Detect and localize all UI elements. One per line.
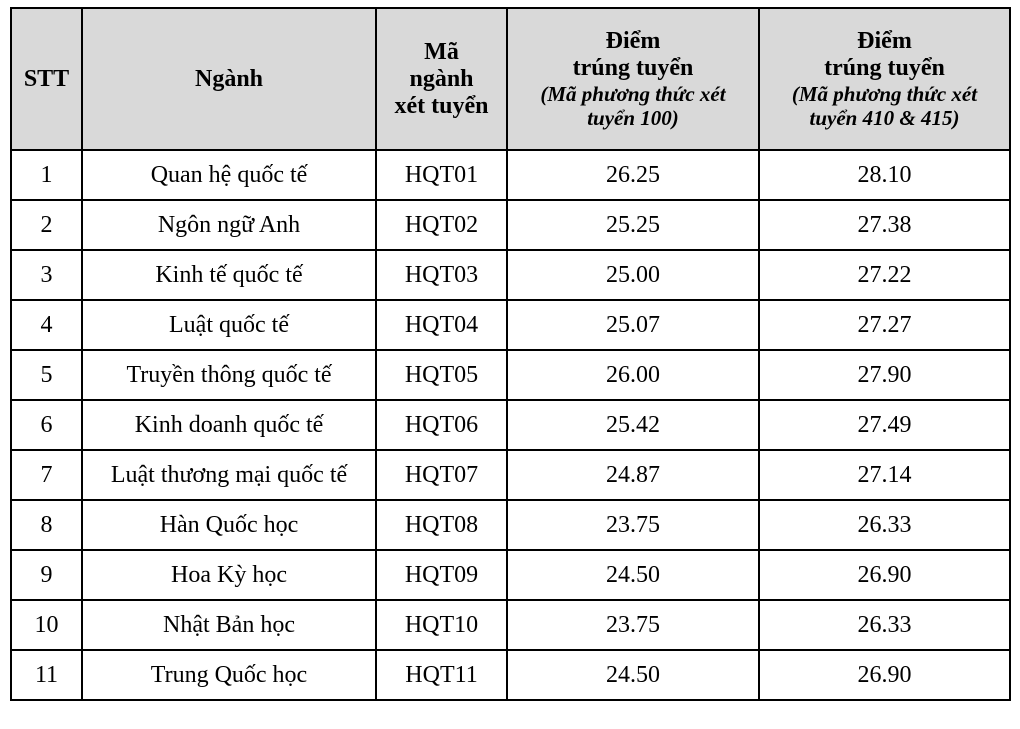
cell-stt: 1	[11, 150, 82, 200]
header-row	[11, 8, 1010, 150]
table-row	[11, 550, 1010, 600]
header-diem-410-subtitle-line1: (Mã phương thức xét	[791, 82, 978, 106]
header-nganh: Ngành	[82, 8, 376, 150]
cell-nganh: Luật thương mại quốc tế	[82, 450, 376, 500]
cell-diem-100: 24.50	[507, 550, 759, 600]
cell-stt: 3	[11, 250, 82, 300]
table-row	[11, 200, 1010, 250]
cell-ma-nganh: HQT08	[376, 500, 507, 550]
cell-nganh: Quan hệ quốc tế	[82, 150, 376, 200]
admission-scores-table	[10, 7, 1011, 701]
header-diem-100-subtitle-line1: (Mã phương thức xét	[540, 82, 726, 106]
header-ma-nganh-line1: Mã	[424, 38, 459, 65]
cell-ma-nganh: HQT02	[376, 200, 507, 250]
cell-diem-100: 23.75	[507, 500, 759, 550]
header-diem-100-title-line1: Điểm	[605, 28, 661, 54]
cell-stt: 8	[11, 500, 82, 550]
header-diem-410-title-line1: Điểm	[857, 28, 912, 54]
cell-ma-nganh: HQT10	[376, 600, 507, 650]
cell-diem-410: 26.33	[759, 500, 1010, 550]
header-ma-nganh	[376, 8, 507, 150]
table-row	[11, 150, 1010, 200]
cell-nganh: Nhật Bản học	[82, 600, 376, 650]
cell-nganh: Luật quốc tế	[82, 300, 376, 350]
cell-nganh: Kinh doanh quốc tế	[82, 400, 376, 450]
table-row	[11, 250, 1010, 300]
cell-ma-nganh: HQT03	[376, 250, 507, 300]
header-diem-100	[507, 8, 759, 150]
cell-diem-410: 26.33	[759, 600, 1010, 650]
header-ma-nganh-line2: ngành	[409, 65, 474, 92]
cell-diem-100: 23.75	[507, 600, 759, 650]
header-diem-100-title-line2: trúng tuyển	[572, 55, 694, 81]
table-row	[11, 350, 1010, 400]
cell-diem-410: 27.90	[759, 350, 1010, 400]
cell-diem-100: 25.00	[507, 250, 759, 300]
cell-diem-410: 28.10	[759, 150, 1010, 200]
table-row	[11, 400, 1010, 450]
table-row	[11, 650, 1010, 700]
cell-stt: 4	[11, 300, 82, 350]
cell-stt: 10	[11, 600, 82, 650]
cell-ma-nganh: HQT07	[376, 450, 507, 500]
cell-ma-nganh: HQT09	[376, 550, 507, 600]
cell-nganh: Ngôn ngữ Anh	[82, 200, 376, 250]
header-diem-410-subtitle-line2: tuyển 410 & 415)	[809, 106, 960, 130]
cell-stt: 2	[11, 200, 82, 250]
cell-diem-410: 27.38	[759, 200, 1010, 250]
cell-ma-nganh: HQT11	[376, 650, 507, 700]
cell-stt: 9	[11, 550, 82, 600]
cell-stt: 5	[11, 350, 82, 400]
cell-stt: 11	[11, 650, 82, 700]
cell-nganh: Hàn Quốc học	[82, 500, 376, 550]
table-row	[11, 500, 1010, 550]
cell-diem-100: 25.07	[507, 300, 759, 350]
cell-diem-100: 25.25	[507, 200, 759, 250]
cell-stt: 7	[11, 450, 82, 500]
cell-diem-100: 24.50	[507, 650, 759, 700]
header-stt: STT	[11, 8, 82, 150]
table-row	[11, 600, 1010, 650]
table-header	[11, 8, 1010, 150]
table-row	[11, 450, 1010, 500]
cell-diem-100: 26.00	[507, 350, 759, 400]
cell-nganh: Hoa Kỳ học	[82, 550, 376, 600]
cell-ma-nganh: HQT06	[376, 400, 507, 450]
cell-stt: 6	[11, 400, 82, 450]
header-diem-410-title-line2: trúng tuyển	[824, 55, 945, 81]
header-diem-100-subtitle-line2: tuyển 100)	[587, 106, 679, 130]
cell-diem-410: 27.14	[759, 450, 1010, 500]
cell-diem-100: 24.87	[507, 450, 759, 500]
cell-ma-nganh: HQT04	[376, 300, 507, 350]
cell-ma-nganh: HQT05	[376, 350, 507, 400]
cell-diem-100: 25.42	[507, 400, 759, 450]
table-body	[11, 150, 1010, 700]
cell-ma-nganh: HQT01	[376, 150, 507, 200]
cell-diem-410: 27.49	[759, 400, 1010, 450]
cell-nganh: Kinh tế quốc tế	[82, 250, 376, 300]
cell-nganh: Trung Quốc học	[82, 650, 376, 700]
header-ma-nganh-line3: xét tuyển	[394, 92, 489, 119]
cell-nganh: Truyền thông quốc tế	[82, 350, 376, 400]
cell-diem-410: 27.22	[759, 250, 1010, 300]
header-diem-410	[759, 8, 1010, 150]
cell-diem-100: 26.25	[507, 150, 759, 200]
cell-diem-410: 27.27	[759, 300, 1010, 350]
cell-diem-410: 26.90	[759, 550, 1010, 600]
table-row	[11, 300, 1010, 350]
cell-diem-410: 26.90	[759, 650, 1010, 700]
